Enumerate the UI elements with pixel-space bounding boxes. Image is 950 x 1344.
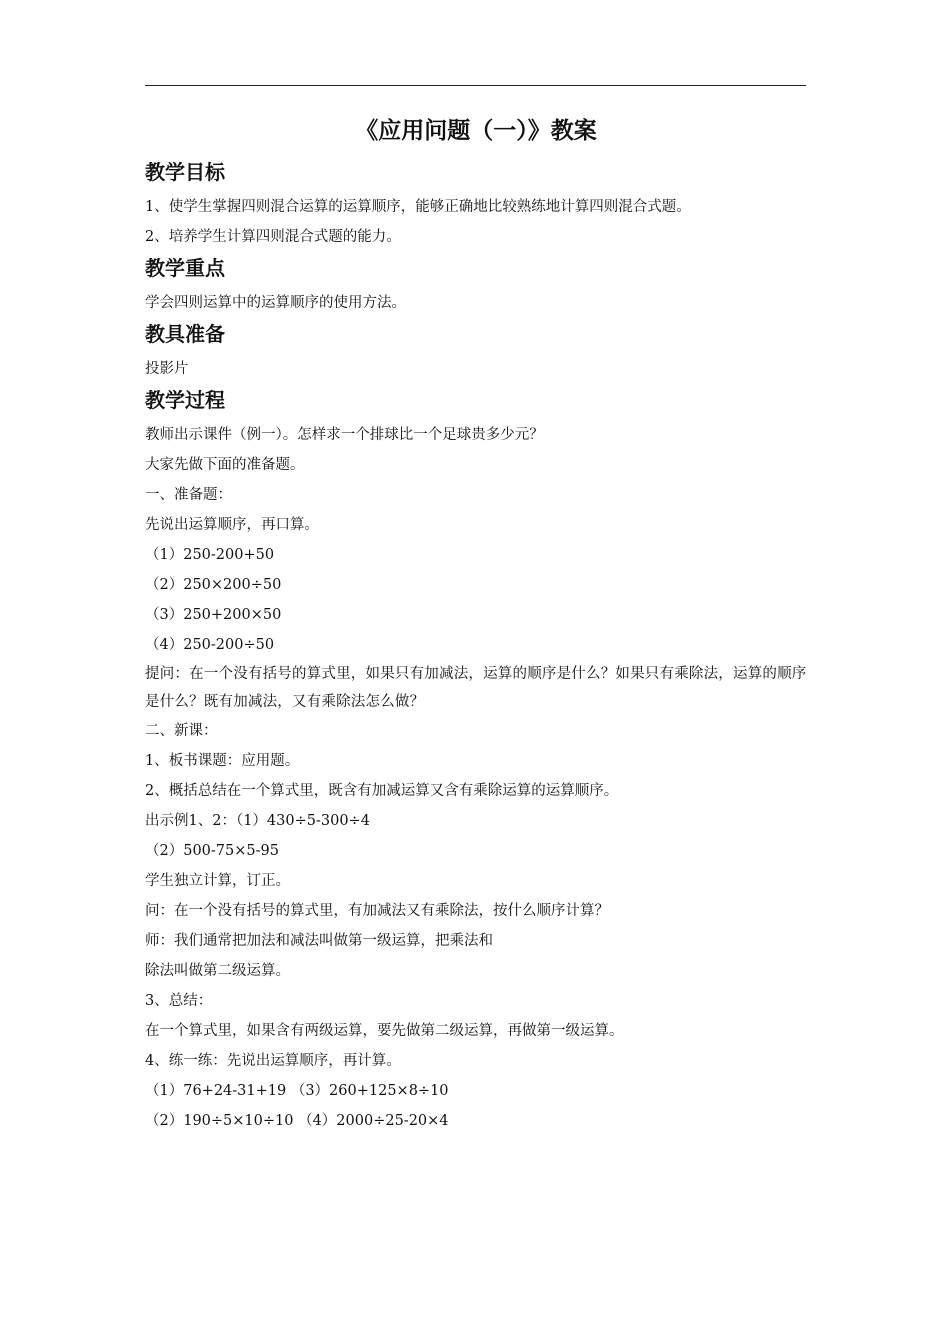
exercise-item: （2）190÷5×10÷10 （4）2000÷25-20×4	[145, 1113, 449, 1129]
question-paragraph: 提问：在一个没有括号的算式里，如果只有加减法，运算的顺序是什么？如果只有乘除法，运算的顺序是什么？既有加减法，又有乘除法怎么做？	[145, 666, 807, 710]
paragraph: 二、新课：	[145, 723, 218, 739]
paragraph: 学会四则运算中的运算顺序的使用方法。	[145, 295, 406, 311]
section-heading: 教学目标	[145, 160, 225, 184]
section-heading: 教学重点	[145, 256, 225, 280]
paragraph: 1、板书课题：应用题。	[145, 753, 300, 769]
paragraph: 3、总结：	[145, 993, 213, 1009]
paragraph: 大家先做下面的准备题。	[145, 457, 305, 473]
paragraph: 师：我们通常把加法和减法叫做第一级运算，把乘法和	[145, 933, 493, 949]
document-title: 《应用问题（一）》教案	[355, 118, 597, 144]
section-teaching-focus	[145, 252, 807, 318]
exercise-item: （2）250×200÷50	[145, 577, 282, 593]
section-teaching-aids	[145, 318, 807, 384]
section-heading: 教学过程	[145, 388, 225, 412]
section-heading: 教具准备	[145, 322, 225, 346]
paragraph: 2、概括总结在一个算式里，既含有加减运算又含有乘除运算的运算顺序。	[145, 783, 619, 799]
exercise-item: （1）76+24-31+19 （3）260+125×8÷10	[145, 1083, 449, 1099]
example-item: 出示例1、2：（1）430÷5-300÷4	[145, 813, 370, 829]
section-teaching-objectives	[145, 156, 807, 252]
exercise-item: （3）250+200×50	[145, 607, 282, 623]
example-item: （2）500-75×5-95	[145, 843, 279, 859]
paragraph: 除法叫做第二级运算。	[145, 963, 290, 979]
section-teaching-process	[145, 384, 807, 1136]
paragraph: 投影片	[145, 361, 189, 377]
paragraph: 在一个算式里，如果含有两级运算，要先做第二级运算，再做第一级运算。	[145, 1023, 624, 1039]
paragraph: 1、使学生掌握四则混合运算的运算顺序，能够正确地比较熟练地计算四则混合式题。	[145, 199, 691, 215]
paragraph: 学生独立计算，订正。	[145, 873, 290, 889]
paragraph: 一、准备题：	[145, 487, 232, 503]
exercise-item: （1）250-200+50	[145, 547, 275, 563]
paragraph: 先说出运算顺序，再口算。	[145, 517, 319, 533]
paragraph: 4、练一练：先说出运算顺序，再计算。	[145, 1053, 401, 1069]
exercise-item: （4）250-200÷50	[145, 637, 275, 653]
paragraph: 2、培养学生计算四则混合式题的能力。	[145, 229, 401, 245]
paragraph: 教师出示课件（例一）。怎样求一个排球比一个足球贵多少元？	[145, 427, 544, 443]
document-body	[145, 112, 807, 1136]
paragraph: 问：在一个没有括号的算式里，有加减法又有乘除法，按什么顺序计算？	[145, 903, 609, 919]
header-rule	[145, 85, 806, 86]
